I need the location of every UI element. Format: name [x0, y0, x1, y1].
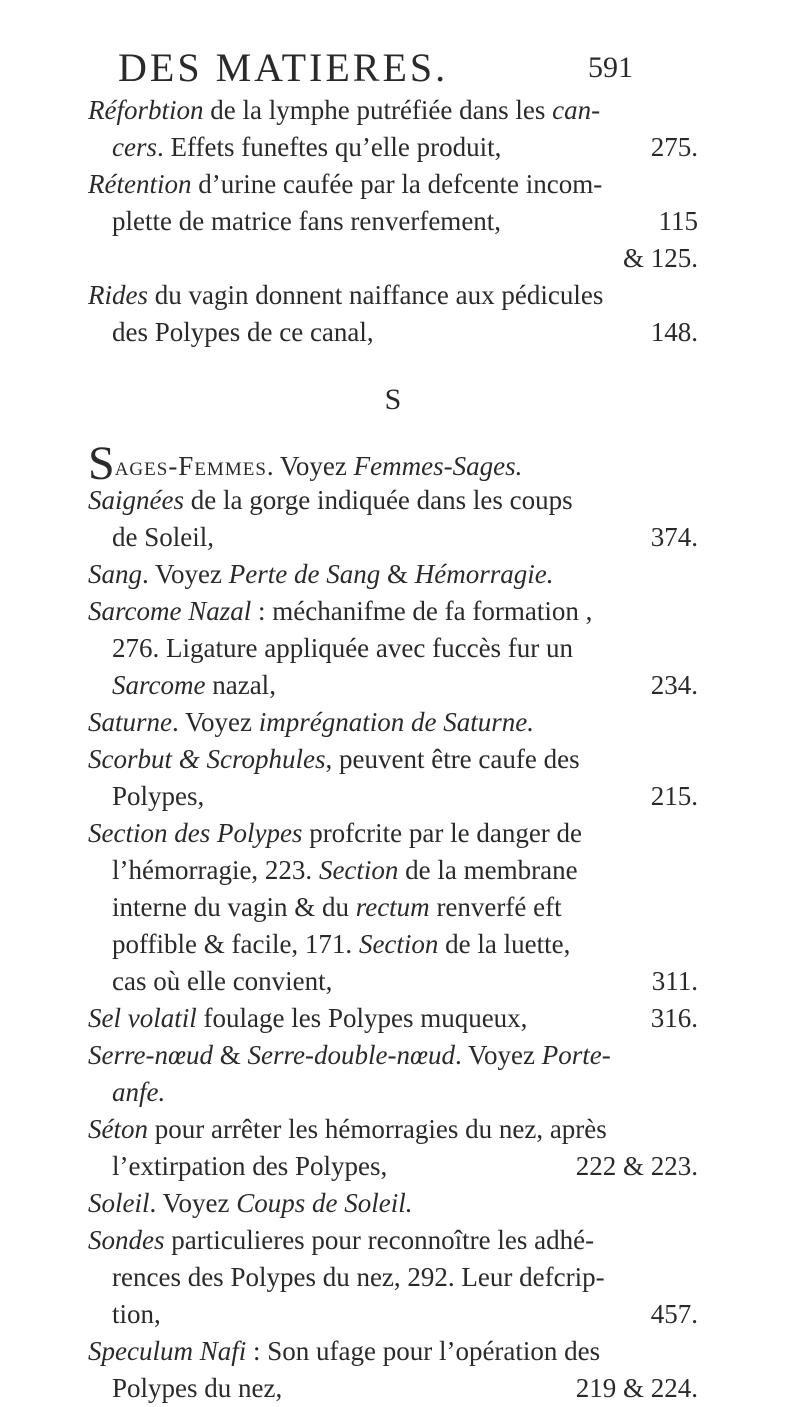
italic-term: Réforbtion: [88, 95, 204, 125]
headword: ages-Femmes: [114, 451, 267, 481]
index-line: [88, 593, 698, 630]
italic-term: Serre-double-nœud: [247, 1040, 455, 1070]
page-reference: 311.: [651, 966, 698, 996]
italic-term: Sarcome Nazal: [88, 596, 252, 626]
text-run: l’hémorragie, 223.: [112, 855, 319, 885]
index-line: [88, 519, 698, 556]
page-reference: 148.: [650, 317, 698, 347]
page-reference: & 125.: [622, 243, 698, 273]
text-run: d’urine caufée par la defcente incom-: [191, 169, 603, 199]
text-run: profcrite par le danger de: [302, 818, 583, 848]
italic-term: Sel volatil: [88, 1003, 197, 1033]
italic-term: Section: [358, 929, 439, 959]
italic-term: Femmes-Sages.: [353, 451, 523, 481]
text-run: de Soleil,: [112, 522, 214, 552]
page-reference: 234.: [650, 670, 698, 700]
page-number: 591: [588, 51, 633, 84]
italic-term: Perte de Sang: [228, 559, 381, 589]
text-run: . Effets funeftes qu’elle produit,: [156, 132, 502, 162]
index-line: [88, 129, 698, 166]
italic-term: Soleil: [88, 1188, 150, 1218]
text-run: . Voyez: [149, 1188, 237, 1218]
running-title: DES MATIERES.: [118, 45, 449, 90]
index-block-s: [88, 437, 698, 1407]
index-line: [88, 1296, 698, 1333]
text-run: Polypes du nez,: [112, 1373, 283, 1403]
italic-term: Sang: [88, 559, 142, 589]
text-run: tion,: [112, 1299, 161, 1329]
italic-term: Sondes: [88, 1225, 165, 1255]
index-block-r: [88, 92, 698, 351]
index-line: [88, 1222, 698, 1259]
page-reference: 222 & 223.: [575, 1151, 698, 1181]
italic-term: Coups de Soleil.: [236, 1188, 413, 1218]
italic-term: Speculum Nafi: [88, 1336, 247, 1366]
section-letter: S: [384, 383, 402, 416]
index-line: [88, 1111, 698, 1148]
text-run: pour arrêter les hémorragies du nez, après: [148, 1114, 607, 1144]
text-run: de la lymphe putréfiée dans les: [203, 95, 553, 125]
index-line: [88, 889, 698, 926]
text-run: &: [212, 1040, 248, 1070]
index-line: [88, 314, 698, 351]
index-line: [88, 1148, 698, 1185]
text-run: . Voyez: [172, 707, 259, 737]
italic-term: Sarcome: [112, 670, 206, 700]
italic-term: cers: [112, 132, 157, 162]
italic-term: Serre-nœud: [88, 1040, 213, 1070]
page-reference: 457.: [650, 1299, 698, 1329]
text-run: de la luette,: [438, 929, 571, 959]
index-line: [88, 667, 698, 704]
index-line: [88, 240, 698, 277]
italic-term: Section: [318, 855, 399, 885]
italic-term: Saturne: [88, 707, 172, 737]
italic-term: anfe.: [112, 1077, 166, 1107]
text-run: l’extirpation des Polypes,: [112, 1151, 388, 1181]
index-line: [88, 166, 698, 203]
index-text: [88, 92, 698, 1407]
index-line: [88, 741, 698, 778]
text-run: &: [380, 559, 415, 589]
page-reference: 374.: [650, 522, 698, 552]
index-line: [88, 482, 698, 519]
index-line: [88, 1333, 698, 1370]
index-line: [88, 1037, 698, 1074]
italic-term: can-: [552, 95, 601, 125]
text-run: : Son ufage pour l’opération des: [246, 1336, 601, 1366]
index-line: [88, 815, 698, 852]
text-run: de la gorge indiquée dans les coups: [183, 485, 573, 515]
italic-term: imprégnation de Saturne.: [258, 707, 534, 737]
index-line: [88, 1185, 698, 1222]
text-run: , peuvent être caufe des: [325, 744, 580, 774]
page-reference: 115: [658, 206, 698, 236]
index-line: [88, 556, 698, 593]
italic-term: Porte-: [541, 1040, 611, 1070]
text-run: rences des Polypes du nez, 292. Leur defcrip-: [112, 1262, 605, 1292]
index-line: [88, 203, 698, 240]
index-line: [88, 1000, 698, 1037]
drop-cap-letter: S: [88, 437, 115, 490]
italic-term: Rides: [88, 280, 148, 310]
italic-term: Section des Polypes: [88, 818, 303, 848]
index-line: [88, 1074, 698, 1111]
italic-term: Hémorragie.: [414, 559, 554, 589]
index-line: [88, 704, 698, 741]
index-line: [88, 92, 698, 129]
index-line: [88, 963, 698, 1000]
index-line: [88, 277, 698, 314]
page-header: [118, 44, 678, 92]
text-run: nazal,: [205, 670, 276, 700]
text-run: plette de matrice fans renverfement,: [112, 206, 502, 236]
text-run: 276. Ligature appliquée avec fuccès fur un: [112, 633, 574, 663]
page-reference: 215.: [650, 781, 698, 811]
text-run: interne du vagin & du: [112, 892, 356, 922]
italic-term: Scorbut & Scrophules: [88, 744, 326, 774]
page-reference: 275.: [650, 132, 698, 162]
index-line: [88, 1370, 698, 1407]
index-line: [88, 437, 698, 490]
text-run: du vagin donnent naiffance aux pédicules: [148, 280, 604, 310]
italic-term: rectum: [355, 892, 430, 922]
text-run: particulieres pour reconnoître les adhé-: [164, 1225, 595, 1255]
text-run: : méchanifme de fa formation ,: [251, 596, 593, 626]
page-reference: 219 & 224.: [575, 1373, 698, 1403]
text-run: des Polypes de ce canal,: [112, 317, 374, 347]
text-run: poffible & facile, 171.: [112, 929, 359, 959]
index-line: [88, 852, 698, 889]
italic-term: Rétention: [88, 169, 192, 199]
italic-term: Saignées: [88, 485, 184, 515]
text-run: . Voyez: [454, 1040, 542, 1070]
index-line: [88, 1259, 698, 1296]
text-run: foulage les Polypes muqueux,: [196, 1003, 528, 1033]
index-line: [88, 630, 698, 667]
page-reference: 316.: [650, 1003, 698, 1033]
text-run: de la membrane: [398, 855, 578, 885]
text-run: Polypes,: [112, 781, 205, 811]
index-line: [88, 778, 698, 815]
text-run: renverfé eft: [429, 892, 562, 922]
text-run: . Voyez: [142, 559, 229, 589]
index-line: [88, 926, 698, 963]
italic-term: Séton: [88, 1114, 148, 1144]
text-run: . Voyez: [266, 451, 354, 481]
text-run: cas où elle convient,: [112, 966, 333, 996]
